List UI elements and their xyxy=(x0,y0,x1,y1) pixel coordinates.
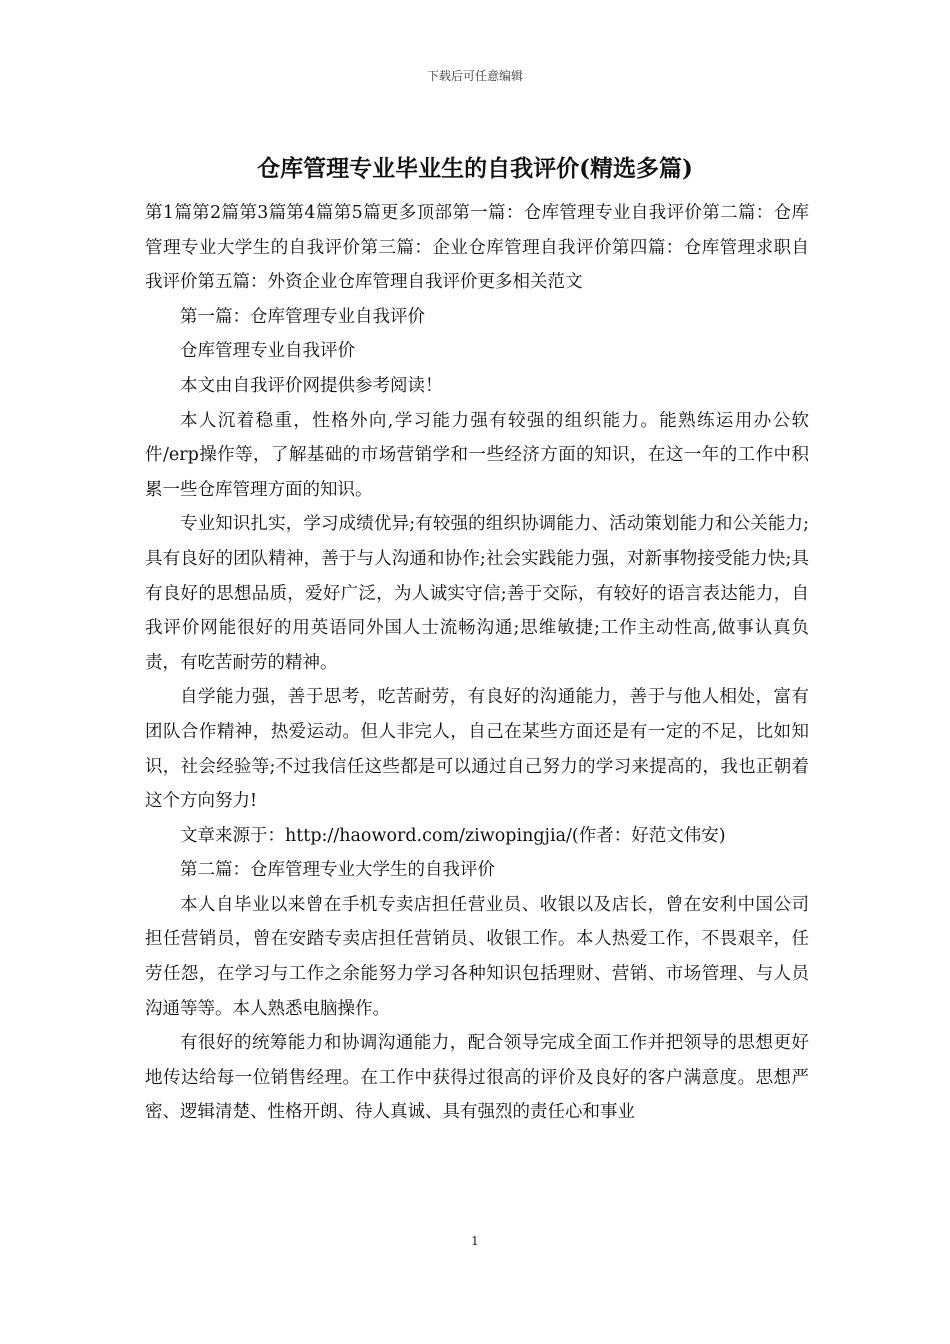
document-body xyxy=(145,196,809,1130)
paragraph: 自学能力强，善于思考，吃苦耐劳，有良好的沟通能力，善于与他人相处，富有团队合作精神，热爱运动。但人非完人，自己在某些方面还是有一定的不足，比如知识，社会经验等;不过我信任这些都是可以通过自己努力的学习来提高的，我也正朝着这个方向努力! xyxy=(145,687,809,812)
header-note: 下载后可任意编辑 xyxy=(426,69,523,83)
section-heading-1: 第一篇：仓库管理专业自我评价 xyxy=(180,306,425,327)
table-of-contents: 第1篇第2篇第3篇第4篇第5篇更多顶部第一篇：仓库管理专业自我评价第二篇：仓库管理专业大学生的自我评价第三篇：企业仓库管理自我评价第四篇：仓库管理求职自我评价第五篇：外资企业仓库管理自我评价更多相关范文 xyxy=(145,203,809,293)
paragraph: 本人沉着稳重，性格外向,学习能力强有较强的组织能力。能熟练运用办公软件/erp操作等，了解基础的市场营销学和一些经济方面的知识，在这一年的工作中积累一些仓库管理方面的知识。 xyxy=(145,410,809,500)
section-heading-2: 第二篇：仓库管理专业大学生的自我评价 xyxy=(180,860,495,881)
subheading: 仓库管理专业自我评价 xyxy=(180,341,355,362)
paragraph: 有很好的统筹能力和协调沟通能力，配合领导完成全面工作并把领导的思想更好地传达给每一位销售经理。在工作中获得过很高的评价及良好的客户满意度。思想严密、逻辑清楚、性格开朗、待人真诚、具有强烈的责任心和事业 xyxy=(145,1033,809,1123)
paragraph: 本文由自我评价网提供参考阅读！ xyxy=(180,375,443,396)
document-title: 仓库管理专业毕业生的自我评价(精选多篇) xyxy=(257,155,693,182)
page-number: 1 xyxy=(471,1234,479,1248)
paragraph: 本人自毕业以来曾在手机专卖店担任营业员、收银以及店长，曾在安利中国公司担任营销员，曾在安踏专卖店担任营销员、收银工作。本人热爱工作，不畏艰辛，任劳任怨，在学习与工作之余能努力学习各种知识包括理财、营销、市场管理、与人员沟通等等。本人熟悉电脑操作。 xyxy=(145,894,809,1019)
paragraph: 专业知识扎实，学习成绩优异;有较强的组织协调能力、活动策划能力和公关能力;具有良好的团队精神，善于与人沟通和协作;社会实践能力强，对新事物接受能力快;具有良好的思想品质，爱好广泛，为人诚实守信;善于交际，有较好的语言表达能力，自我评价网能很好的用英语同外国人士流畅沟通;思维敏捷;工作主动性高,做事认真负责，有吃苦耐劳的精神。 xyxy=(145,514,809,673)
source-note: 文章来源于：http://haoword.com/ziwopingjia/(作者：好范文伟安) xyxy=(180,825,726,846)
